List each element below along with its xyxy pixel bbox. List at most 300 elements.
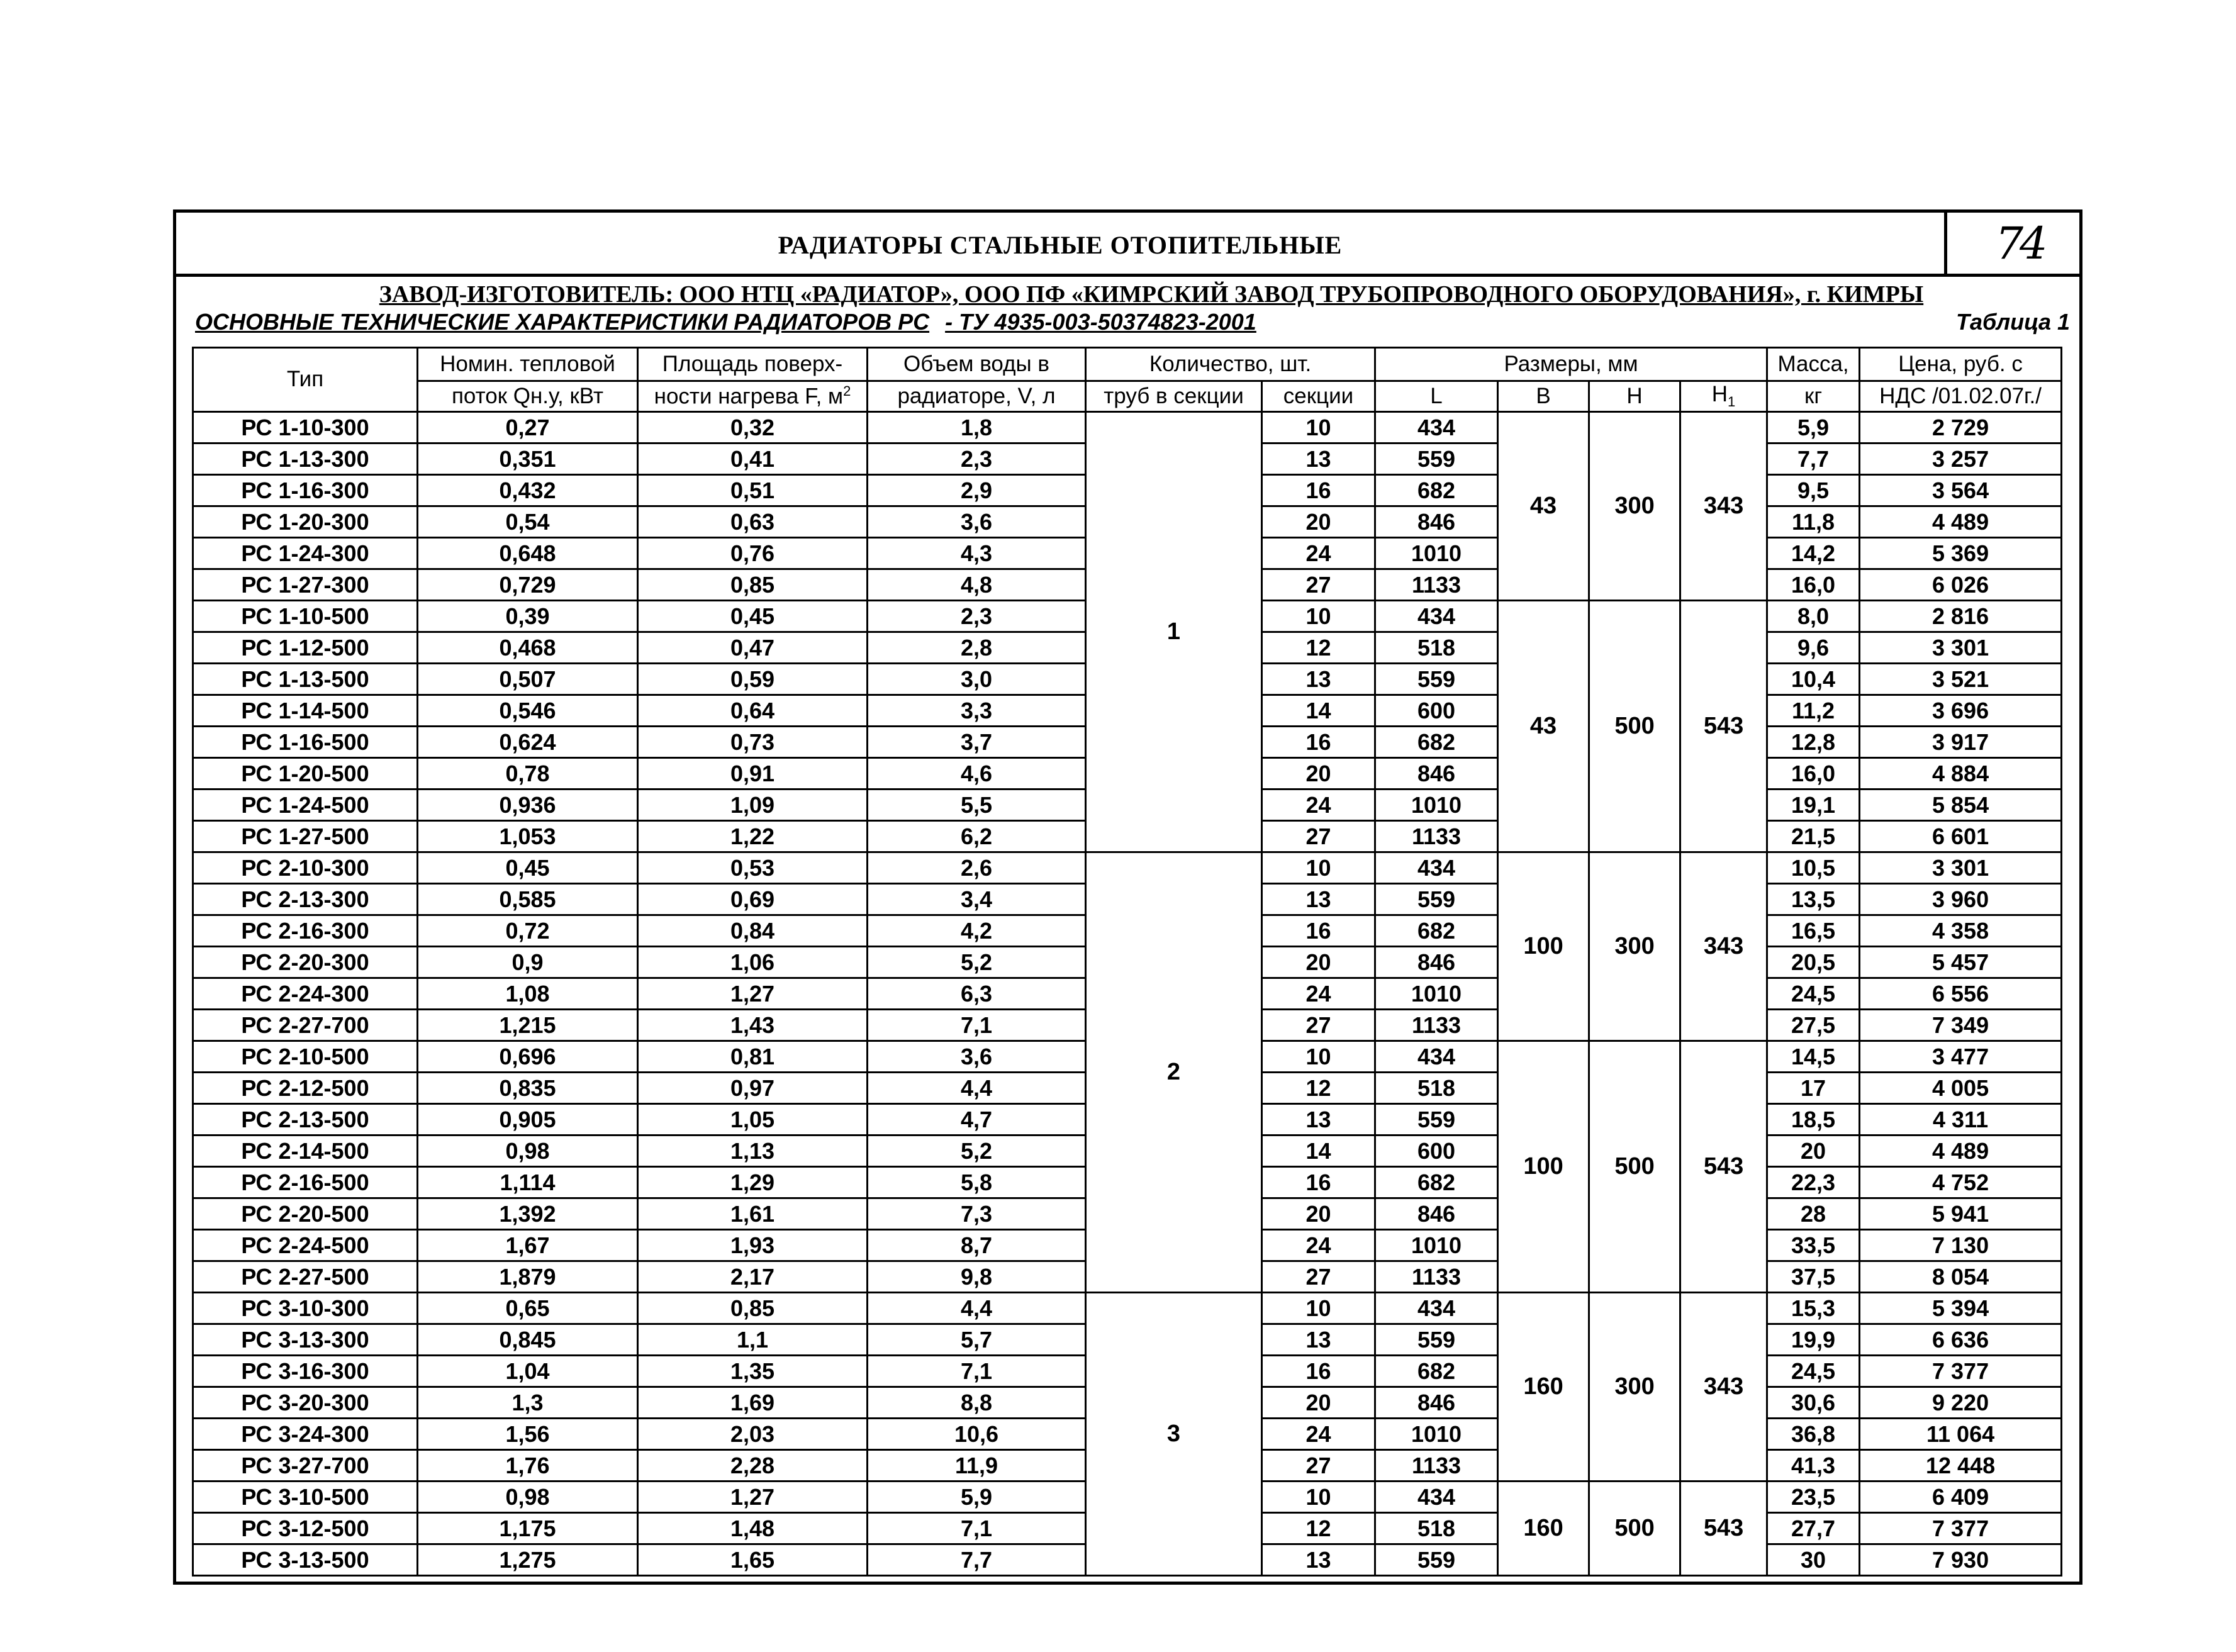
cell-sections: 27 [1262,569,1375,601]
cell-mass: 12,8 [1767,727,1860,758]
cell-flow: 0,27 [418,412,638,444]
cell-type: РС 1-16-500 [193,727,418,758]
cell-B: 160 [1498,1482,1589,1576]
cell-mass: 28 [1767,1198,1860,1230]
cell-area: 0,85 [638,1293,868,1324]
cell-type: РС 1-13-500 [193,664,418,695]
area-superscript: 2 [843,382,851,399]
cell-L: 1010 [1375,978,1498,1010]
cell-volume: 4,2 [868,915,1086,947]
cell-mass: 9,5 [1767,475,1860,506]
cell-tubes: 2 [1086,852,1262,1293]
cell-type: РС 3-10-500 [193,1482,418,1513]
header-area-line1: Площадь поверх- [638,348,868,381]
header-row-1 [193,348,2062,381]
cell-sections: 27 [1262,1450,1375,1482]
table-label: Таблица 1 [1955,309,2070,335]
cell-price: 3 477 [1860,1041,2062,1073]
page-number-box [1944,213,2079,274]
cell-type: РС 2-27-500 [193,1261,418,1293]
cell-type: РС 2-10-500 [193,1041,418,1073]
cell-sections: 16 [1262,1167,1375,1198]
cell-type: РС 2-20-300 [193,947,418,978]
header-L: L [1375,381,1498,412]
cell-volume: 2,9 [868,475,1086,506]
cell-volume: 11,9 [868,1450,1086,1482]
document-frame [173,209,2082,1585]
cell-L: 1133 [1375,1450,1498,1482]
cell-flow: 0,78 [418,758,638,790]
cell-sections: 20 [1262,506,1375,538]
cell-L: 1133 [1375,1261,1498,1293]
cell-sections: 20 [1262,758,1375,790]
cell-L: 518 [1375,1073,1498,1104]
cell-area: 1,65 [638,1544,868,1576]
cell-price: 3 301 [1860,852,2062,884]
cell-L: 1133 [1375,821,1498,852]
cell-price: 4 752 [1860,1167,2062,1198]
cell-volume: 3,6 [868,1041,1086,1073]
cell-H: 500 [1589,1482,1680,1576]
cell-price: 5 369 [1860,538,2062,569]
cell-price: 4 884 [1860,758,2062,790]
header-volume-line1: Объем воды в [868,348,1086,381]
cell-flow: 0,507 [418,664,638,695]
cell-sections: 10 [1262,852,1375,884]
cell-area: 0,84 [638,915,868,947]
cell-area: 0,59 [638,664,868,695]
cell-type: РС 3-20-300 [193,1387,418,1419]
cell-type: РС 1-20-300 [193,506,418,538]
cell-type: РС 2-13-500 [193,1104,418,1136]
cell-price: 3 960 [1860,884,2062,915]
cell-area: 0,97 [638,1073,868,1104]
cell-mass: 20,5 [1767,947,1860,978]
cell-sections: 24 [1262,1230,1375,1261]
cell-volume: 3,4 [868,884,1086,915]
cell-flow: 1,76 [418,1450,638,1482]
cell-mass: 16,0 [1767,758,1860,790]
cell-area: 0,85 [638,569,868,601]
h1-subscript: 1 [1728,394,1736,410]
header-sections: секции [1262,381,1375,412]
spec-reference: - ТУ 4935-003-50374823-2001 [945,309,1256,335]
cell-area: 1,43 [638,1010,868,1041]
cell-flow: 1,67 [418,1230,638,1261]
cell-type: РС 1-10-300 [193,412,418,444]
cell-type: РС 1-10-500 [193,601,418,632]
cell-L: 682 [1375,1356,1498,1387]
cell-area: 1,05 [638,1104,868,1136]
cell-flow: 1,56 [418,1419,638,1450]
cell-type: РС 3-13-300 [193,1324,418,1356]
cell-flow: 0,39 [418,601,638,632]
cell-price: 9 220 [1860,1387,2062,1419]
cell-flow: 0,585 [418,884,638,915]
cell-area: 1,13 [638,1136,868,1167]
cell-flow: 0,696 [418,1041,638,1073]
cell-L: 1010 [1375,790,1498,821]
cell-mass: 14,2 [1767,538,1860,569]
cell-mass: 24,5 [1767,978,1860,1010]
cell-L: 1010 [1375,538,1498,569]
cell-sections: 16 [1262,915,1375,947]
cell-sections: 10 [1262,1293,1375,1324]
cell-flow: 0,835 [418,1073,638,1104]
cell-tubes: 3 [1086,1293,1262,1576]
cell-price: 3 564 [1860,475,2062,506]
cell-flow: 0,45 [418,852,638,884]
table-body [193,412,2062,1576]
cell-area: 1,27 [638,1482,868,1513]
cell-sections: 20 [1262,947,1375,978]
cell-sections: 12 [1262,1073,1375,1104]
cell-mass: 19,1 [1767,790,1860,821]
cell-type: РС 2-14-500 [193,1136,418,1167]
cell-flow: 0,624 [418,727,638,758]
cell-flow: 0,648 [418,538,638,569]
cell-L: 434 [1375,601,1498,632]
header-price-line2: НДС /01.02.07г./ [1860,381,2062,412]
cell-price: 5 394 [1860,1293,2062,1324]
cell-area: 1,22 [638,821,868,852]
cell-H: 500 [1589,601,1680,852]
cell-area: 0,47 [638,632,868,664]
cell-sections: 10 [1262,601,1375,632]
cell-L: 1010 [1375,1230,1498,1261]
cell-volume: 4,4 [868,1073,1086,1104]
cell-mass: 30 [1767,1544,1860,1576]
cell-volume: 7,1 [868,1356,1086,1387]
cell-volume: 3,6 [868,506,1086,538]
cell-mass: 18,5 [1767,1104,1860,1136]
cell-area: 1,93 [638,1230,868,1261]
cell-volume: 7,1 [868,1010,1086,1041]
cell-volume: 5,9 [868,1482,1086,1513]
cell-area: 1,29 [638,1167,868,1198]
cell-sections: 13 [1262,1324,1375,1356]
cell-sections: 12 [1262,1513,1375,1544]
cell-L: 682 [1375,915,1498,947]
cell-L: 682 [1375,1167,1498,1198]
cell-mass: 20 [1767,1136,1860,1167]
cell-flow: 1,3 [418,1387,638,1419]
cell-price: 4 489 [1860,1136,2062,1167]
cell-flow: 1,275 [418,1544,638,1576]
cell-mass: 16,0 [1767,569,1860,601]
cell-area: 0,64 [638,695,868,727]
cell-area: 0,41 [638,444,868,475]
cell-area: 0,76 [638,538,868,569]
cell-sections: 10 [1262,412,1375,444]
cell-area: 0,45 [638,601,868,632]
cell-area: 2,03 [638,1419,868,1450]
cell-tubes: 1 [1086,412,1262,852]
cell-sections: 16 [1262,1356,1375,1387]
cell-price: 7 130 [1860,1230,2062,1261]
cell-mass: 27,7 [1767,1513,1860,1544]
cell-L: 559 [1375,1104,1498,1136]
cell-price: 7 377 [1860,1513,2062,1544]
cell-sections: 24 [1262,538,1375,569]
cell-price: 6 026 [1860,569,2062,601]
cell-type: РС 2-16-300 [193,915,418,947]
cell-H1: 543 [1680,1041,1767,1293]
cell-price: 3 301 [1860,632,2062,664]
page-number: 74 [1995,218,2044,269]
cell-H1: 543 [1680,1482,1767,1576]
cell-L: 434 [1375,1041,1498,1073]
cell-sections: 24 [1262,978,1375,1010]
header-mass-line1: Масса, [1767,348,1860,381]
cell-sections: 14 [1262,1136,1375,1167]
manufacturer-line: ЗАВОД-ИЗГОТОВИТЕЛЬ: ООО НТЦ «РАДИАТОР», ООО ПФ «КИМРСКИЙ ЗАВОД ТРУБОПРОВОДНОГО ОБОРУДОВАНИЯ», г. КИМРЫ [379,281,1924,308]
cell-B: 43 [1498,412,1589,601]
cell-sections: 20 [1262,1198,1375,1230]
cell-flow: 1,08 [418,978,638,1010]
cell-sections: 27 [1262,821,1375,852]
cell-price: 3 917 [1860,727,2062,758]
cell-type: РС 3-24-300 [193,1419,418,1450]
header-area-line2: ности нагрева F, $м^2$ [638,381,868,412]
cell-volume: 5,5 [868,790,1086,821]
cell-flow: 0,9 [418,947,638,978]
cell-L: 846 [1375,1387,1498,1419]
cell-H1: 343 [1680,412,1767,601]
cell-mass: 33,5 [1767,1230,1860,1261]
cell-mass: 11,8 [1767,506,1860,538]
table-row [193,852,2062,884]
cell-sections: 24 [1262,790,1375,821]
cell-sections: 13 [1262,1104,1375,1136]
cell-mass: 10,5 [1767,852,1860,884]
cell-volume: 3,0 [868,664,1086,695]
header-volume-line2: радиаторе, V, л [868,381,1086,412]
cell-L: 846 [1375,1198,1498,1230]
cell-area: 0,73 [638,727,868,758]
cell-mass: 22,3 [1767,1167,1860,1198]
cell-L: 846 [1375,758,1498,790]
cell-L: 1133 [1375,569,1498,601]
cell-mass: 16,5 [1767,915,1860,947]
cell-volume: 6,2 [868,821,1086,852]
cell-type: РС 3-12-500 [193,1513,418,1544]
cell-area: 1,06 [638,947,868,978]
header-dimensions: Размеры, мм [1375,348,1767,381]
cell-price: 12 448 [1860,1450,2062,1482]
cell-flow: 0,98 [418,1482,638,1513]
cell-flow: 0,936 [418,790,638,821]
cell-type: РС 2-24-300 [193,978,418,1010]
cell-price: 4 311 [1860,1104,2062,1136]
cell-volume: 7,3 [868,1198,1086,1230]
cell-L: 559 [1375,444,1498,475]
cell-mass: 5,9 [1767,412,1860,444]
cell-sections: 10 [1262,1482,1375,1513]
cell-H1: 343 [1680,852,1767,1041]
cell-price: 3 696 [1860,695,2062,727]
cell-mass: 30,6 [1767,1387,1860,1419]
cell-B: 100 [1498,852,1589,1041]
cell-volume: 4,8 [868,569,1086,601]
cell-area: 0,63 [638,506,868,538]
cell-type: РС 1-20-500 [193,758,418,790]
cell-volume: 1,8 [868,412,1086,444]
header-tubes: труб в секции [1086,381,1262,412]
cell-type: РС 3-27-700 [193,1450,418,1482]
cell-type: РС 2-16-500 [193,1167,418,1198]
cell-type: РС 2-20-500 [193,1198,418,1230]
cell-mass: 11,2 [1767,695,1860,727]
cell-price: 3 257 [1860,444,2062,475]
cell-type: РС 2-27-700 [193,1010,418,1041]
cell-area: 1,1 [638,1324,868,1356]
cell-area: 2,28 [638,1450,868,1482]
cell-sections: 13 [1262,444,1375,475]
cell-type: РС 2-24-500 [193,1230,418,1261]
radiator-table [192,347,2062,1577]
cell-L: 559 [1375,884,1498,915]
cell-mass: 17 [1767,1073,1860,1104]
cell-volume: 3,3 [868,695,1086,727]
cell-H: 300 [1589,1293,1680,1482]
cell-type: РС 1-27-300 [193,569,418,601]
cell-area: 1,09 [638,790,868,821]
cell-H: 300 [1589,412,1680,601]
cell-area: 1,27 [638,978,868,1010]
cell-sections: 12 [1262,632,1375,664]
cell-volume: 8,8 [868,1387,1086,1419]
header-flow-line1: Номин. тепловой [418,348,638,381]
cell-mass: 14,5 [1767,1041,1860,1073]
cell-volume: 2,3 [868,444,1086,475]
cell-sections: 10 [1262,1041,1375,1073]
cell-L: 434 [1375,412,1498,444]
cell-price: 7 349 [1860,1010,2062,1041]
cell-price: 6 636 [1860,1324,2062,1356]
header-type: Тип [193,348,418,412]
cell-area: 0,32 [638,412,868,444]
cell-sections: 24 [1262,1419,1375,1450]
cell-mass: 10,4 [1767,664,1860,695]
cell-sections: 20 [1262,1387,1375,1419]
cell-area: 1,35 [638,1356,868,1387]
cell-flow: 0,546 [418,695,638,727]
cell-price: 8 054 [1860,1261,2062,1293]
cell-type: РС 1-16-300 [193,475,418,506]
cell-price: 5 854 [1860,790,2062,821]
cell-volume: 2,6 [868,852,1086,884]
cell-volume: 10,6 [868,1419,1086,1450]
cell-H1: 343 [1680,1293,1767,1482]
cell-mass: 21,5 [1767,821,1860,852]
cell-flow: 0,351 [418,444,638,475]
cell-sections: 13 [1262,884,1375,915]
cell-volume: 9,8 [868,1261,1086,1293]
cell-area: 2,17 [638,1261,868,1293]
cell-type: РС 2-12-500 [193,1073,418,1104]
cell-volume: 7,1 [868,1513,1086,1544]
cell-volume: 4,4 [868,1293,1086,1324]
cell-mass: 27,5 [1767,1010,1860,1041]
cell-sections: 14 [1262,695,1375,727]
cell-mass: 37,5 [1767,1261,1860,1293]
cell-H: 300 [1589,852,1680,1041]
cell-sections: 13 [1262,1544,1375,1576]
page-title: РАДИАТОРЫ СТАЛЬНЫЕ ОТОПИТЕЛЬНЫЕ [778,231,1343,259]
cell-price: 7 377 [1860,1356,2062,1387]
cell-volume: 5,7 [868,1324,1086,1356]
table-row [193,1293,2062,1324]
cell-L: 434 [1375,1293,1498,1324]
cell-price: 2 816 [1860,601,2062,632]
cell-L: 434 [1375,852,1498,884]
cell-mass: 23,5 [1767,1482,1860,1513]
cell-area: 0,53 [638,852,868,884]
cell-type: РС 2-13-300 [193,884,418,915]
cell-sections: 13 [1262,664,1375,695]
cell-type: РС 1-12-500 [193,632,418,664]
cell-flow: 1,175 [418,1513,638,1544]
cell-flow: 0,98 [418,1136,638,1167]
cell-type: РС 1-24-500 [193,790,418,821]
cell-type: РС 1-14-500 [193,695,418,727]
header-mass-line2: кг [1767,381,1860,412]
header-quantity: Количество, шт. [1086,348,1375,381]
cell-price: 4 005 [1860,1073,2062,1104]
cell-flow: 1,392 [418,1198,638,1230]
cell-L: 518 [1375,1513,1498,1544]
cell-price: 4 358 [1860,915,2062,947]
cell-type: РС 1-24-300 [193,538,418,569]
cell-L: 434 [1375,1482,1498,1513]
cell-mass: 19,9 [1767,1324,1860,1356]
cell-flow: 0,54 [418,506,638,538]
cell-mass: 36,8 [1767,1419,1860,1450]
cell-flow: 0,72 [418,915,638,947]
cell-volume: 5,2 [868,1136,1086,1167]
cell-mass: 13,5 [1767,884,1860,915]
cell-flow: 1,04 [418,1356,638,1387]
cell-L: 559 [1375,1544,1498,1576]
cell-flow: 0,432 [418,475,638,506]
cell-L: 682 [1375,727,1498,758]
cell-sections: 27 [1262,1261,1375,1293]
cell-area: 0,91 [638,758,868,790]
cell-L: 559 [1375,1324,1498,1356]
cell-type: РС 1-13-300 [193,444,418,475]
cell-type: РС 1-27-500 [193,821,418,852]
cell-volume: 4,3 [868,538,1086,569]
cell-flow: 0,729 [418,569,638,601]
cell-L: 682 [1375,475,1498,506]
cell-sections: 27 [1262,1010,1375,1041]
cell-H: 500 [1589,1041,1680,1293]
cell-type: РС 3-13-500 [193,1544,418,1576]
header-B: В [1498,381,1589,412]
cell-flow: 0,65 [418,1293,638,1324]
cell-price: 3 521 [1860,664,2062,695]
cell-L: 846 [1375,947,1498,978]
header-row-2 [193,381,2062,412]
cell-L: 518 [1375,632,1498,664]
cell-flow: 0,905 [418,1104,638,1136]
cell-volume: 5,2 [868,947,1086,978]
cell-price: 6 601 [1860,821,2062,852]
cell-area: 1,48 [638,1513,868,1544]
header-flow-line2: поток Qн.у, кВт [418,381,638,412]
cell-type: РС 2-10-300 [193,852,418,884]
